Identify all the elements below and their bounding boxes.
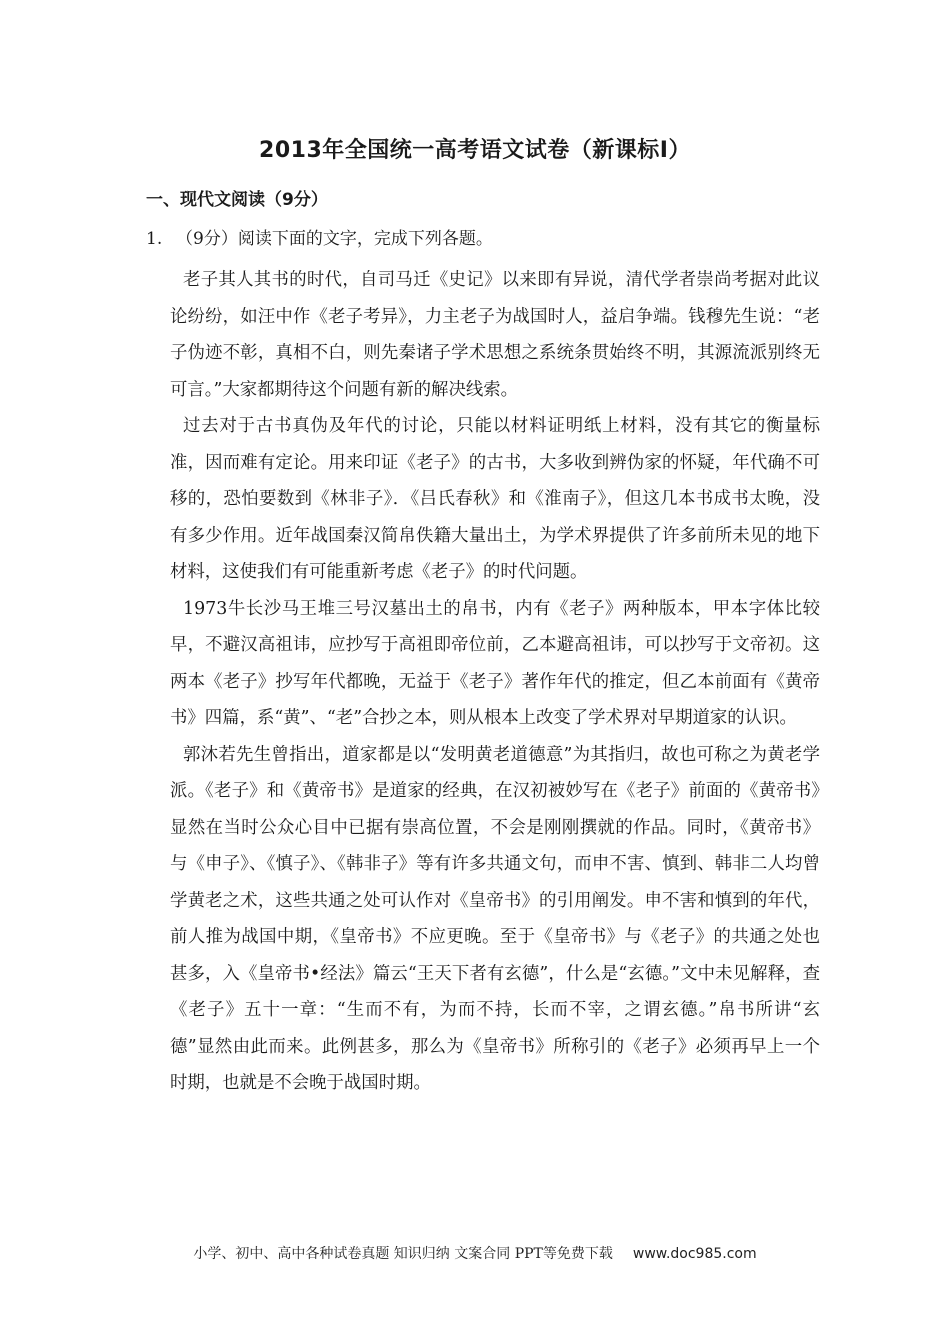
passage-paragraph-3: 1973牛长沙马王堆三号汉墓出土的帛书，内有《老子》两种版本，甲本字体比较早，不避汉高祖讳，应抄写于高祖即帝位前，乙本避高祖讳，可以抄写于文帝初。这两本《老子》抄写年代都晚，无益于《老子》著作年代的推定，但乙本前面有《黄帝书》四篇，系“黄”、“老”合抄之本，则从根本上改变了学术界对早期道家的认识。 [170,598,820,728]
question-number: 1. [146,229,163,249]
footer-text: 小学、初中、高中各种试卷真题 知识归纳 文案合同 PPT等免费下载 [193,1246,613,1262]
question-text: （9分）阅读下面的文字，完成下列各题。 [176,229,493,249]
passage-paragraph-2: 过去对于古书真伪及年代的讨论，只能以材料证明纸上材料，没有其它的衡量标准，因而难有定论。用来印证《老子》的古书，大多收到辨伪家的怀疑，年代确不可移的，恐怕要数到《林非子》．《吕氏春秋》和《淮南子》，但这几本书成书太晚，没有多少作用。近年战国秦汉简帛佚籍大量出土，为学术界提供了许多前所未见的地下材料，这使我们有可能重新考虑《老子》的时代问题。 [170,416,820,582]
section-heading: 一、现代文阅读（9分） [146,190,328,210]
reading-passage [170,262,820,1102]
page-footer [0,1244,950,1264]
passage-paragraph-4: 郭沐若先生曾指出，道家都是以“发明黄老道德意”为其指归，故也可称之为黄老学派。《老子》和《黄帝书》是道家的经典，在汉初被妙写在《老子》前面的《黄帝书》显然在当时公众心目中已据有崇高位置，不会是刚刚撰就的作品。同时，《黄帝书》与《申子》、《慎子》、《韩非子》等有许多共通文句，而申不害、慎到、韩非二人均曾学黄老之术，这些共通之处可认作对《皇帝书》的引用阐发。申不害和慎到的年代，前人推为战国中期，《皇帝书》不应更晚。至于《皇帝书》与《老子》的共通之处也甚多，入《皇帝书•经法》篇云“王天下者有玄德”，什么是“玄德。”文中未见解释，查《老子》五十一章：“生而不有，为而不持，长而不宰，之谓玄德。”帛书所讲“玄德”显然由此而来。此例甚多，那么为《皇帝书》所称引的《老子》必须再早上一个时期，也就是不会晚于战国时期。 [170,744,820,1093]
page-title: 2013年全国统一高考语文试卷（新课标Ⅰ） [259,138,691,163]
footer-url-link[interactable]: www.doc985.com [632,1246,757,1262]
question-prompt [146,226,826,252]
passage-paragraph-1: 老子其人其书的时代，自司马迁《史记》以来即有异说，清代学者崇尚考据对此议论纷纷，如汪中作《老子考异》，力主老子为战国时人，益启争端。钱穆先生说：“老子伪迹不彰，真相不白，则先秦诸子学术思想之系统条贯始终不明，其源流派别终无可言。”大家都期待这个问题有新的解决线索。 [170,270,820,400]
